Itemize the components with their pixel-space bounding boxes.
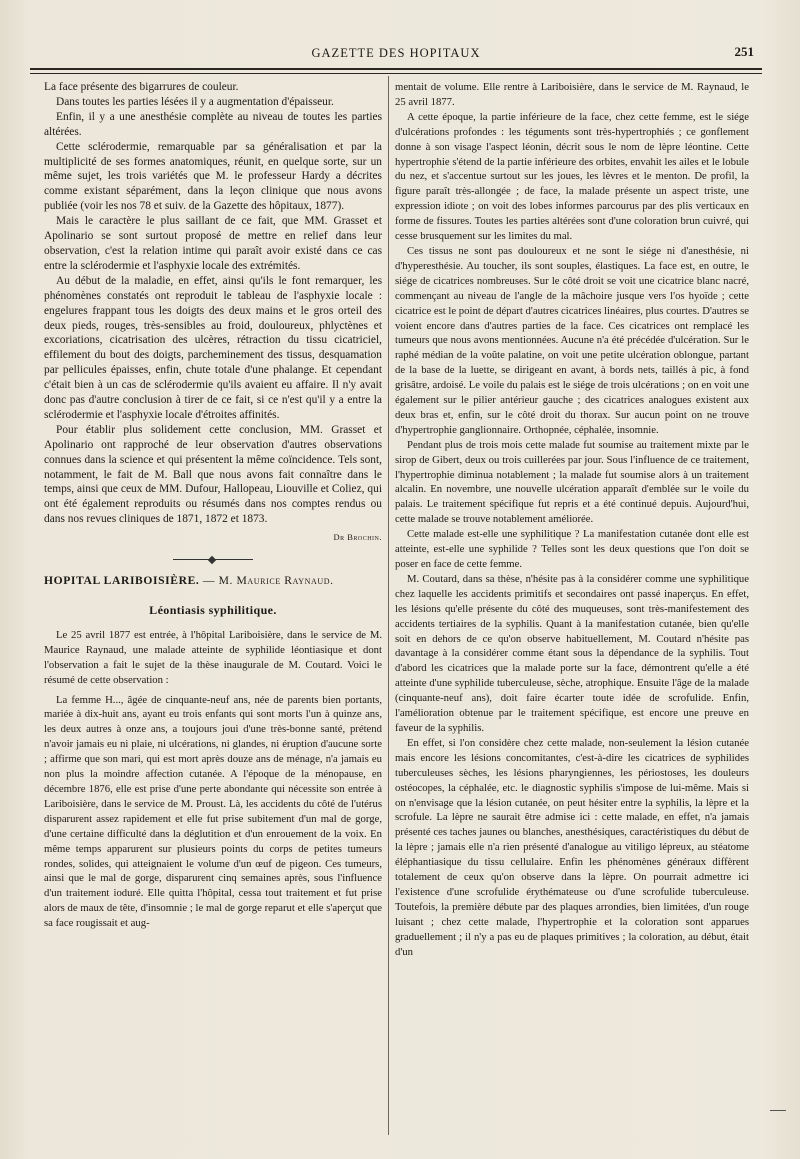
- article-subheading: Léontiasis syphilitique.: [149, 603, 277, 617]
- paragraph: La femme H..., âgée de cinquante-neuf ans, née de parents bien portants, mariée à dix-huit ans, ayant eu trois enfants qui sont morts l'un à quinze ans, les deux autres à onze ans, a toujours joui d'une très-bonne santé, prétend n'avoir jamais eu ni plaie, ni ulcérations, ni glandes, ni éruption d'aucune sorte ; affirme que son mari, qui est mort après douze ans de ménage, n'a jamais eu non plus la moindre affection cutanée. A l'époque de la ménopause, en décembre 1876, elle est prise d'une perte abondante qui nécessite son entrée à Lariboisière, dans le service de M. Proust. Là, les accidents du côté de l'utérus disparurent assez rapidement et elle fut prise subitement d'un mal de gorge, d'une certaine difficulté dans la déglutition et d'un enrouement de la voix. En même temps apparurent sur plusieurs points du corps de petites tumeurs rondes, solides, qui atteignaient le volume d'un œuf de pigeon. Ces tumeurs, ainsi que le mal de gorge, disparurent cinq semaines après, sous l'influence d'un traitement ioduré. Elle quitta l'hôpital, cessa tout traitement et fut prise alors de maux de tête, d'insomnie ; le mal de gorge reparut et elle s'aperçut que sa face rougissait et aug-: [44, 693, 382, 930]
- margin-mark: [770, 1110, 786, 1111]
- paragraph: Cette malade est-elle une syphilitique ? La manifestation cutanée dont elle est atteinte, est-elle une syphilide ? Telles sont les deux questions que l'on doit se poser en face de cette femme.: [395, 528, 749, 570]
- paragraph: M. Coutard, dans sa thèse, n'hésite pas à la considérer comme une syphilitique chez laquelle les accidents primitifs et secondaires ont passé inaperçus. En effet, les lésions qu'elle présente du côté des muqueuses, sont très-manifestement des accidents tertiaires de la syphilis. Quant à la manifestation cutanée, bien qu'elle soit en dehors de ce qu'on observe habituellement, M. Coutard n'hésite pas davantage à la considérer comme étant sous la dépendance de la syphilis. Tout d'abord les cicatrices que la malade porte sur la face, démontrent qu'elle a été atteinte d'une syphilide tuberculeuse, sèche, atrophique. Ensuite l'âge de la malade (cinquante-neuf ans), doit faire écarter toute idée de scrofulide. Enfin, l'amélioration obtenue par le traitement spécifique, est encore une preuve en faveur de la syphilis.: [395, 572, 749, 734]
- section-heading: [44, 574, 382, 589]
- paragraph: Pendant plus de trois mois cette malade fut soumise au traitement mixte par le sirop de Gibert, deux ou trois cuillerées par jour. Sous l'influence de ce traitement, l'hypertrophie diminua notablement ; la malade fut soumise alors à un traitement alcalin. En novembre, une nouvelle ulcération apparaît d'emblée sur le voile du palais. Le traitement spécifique fut repris et a été continué depuis. Aujourd'hui, cette malade se trouve notablement améliorée.: [395, 438, 749, 526]
- running-title: GAZETTE DES HOPITAUX: [311, 46, 481, 60]
- paragraph: mentait de volume. Elle rentre à Lariboisière, dans le service de M. Raynaud, le 25 avril 1877.: [395, 81, 749, 108]
- page-number: 251: [734, 44, 754, 59]
- paragraph: La face présente des bigarrures de couleur.: [44, 81, 239, 93]
- paragraph: Dans toutes les parties lésées il y a augmentation d'épaisseur.: [56, 95, 334, 108]
- paragraph: Pour établir plus solidement cette conclusion, MM. Grasset et Apolinario ont rapproché de leur observation d'autres observations connues dans la science et qui présentent la même coïncidence. Tels sont, notamment, le fait de M. Ball que nous avons fait connaître dans le temps, ainsi que ceux de MM. Dufour, Hallopeau, Liouville et Coliez, qui ont été également reproduits ou résumés dans nos comptes rendus ou dans nos revues cliniques de 1871, 1872 et 1873.: [44, 423, 382, 526]
- paragraph: Enfin, il y a une anesthésie complète au niveau de toutes les parties altérées.: [44, 110, 382, 138]
- paragraph: En effet, si l'on considère chez cette malade, non-seulement la lésion cutanée mais encore les lésions concomitantes, c'est-à-dire les cicatrices de syphilides tuberculeuses sèches, les lésions pharyngiennes, les périostoses, les douleurs ostéocopes, la céphalée, etc. le diagnostic syphilis s'impose de lui-même. Mais si on n'envisage que la lésion cutanée, on peut hésiter entre la syphilis, la lèpre et la scrofule. La lèpre ne saurait être admise ici : cette malade, en effet, n'a jamais présenté ces taches jaunes ou blanches, anesthésiques, caractéristiques du début de la lèpre ; jamais elle n'a rien présenté d'analogue au vitiligo lépreux, au stéatome éléphantiasique du tissu cellulaire. Enfin les phénomènes généraux diffèrent totalement de ceux qu'on observe dans la lèpre. On pourrait admettre ici l'existence d'une scrofulide érythémateuse ou d'une scrofulide tuberculeuse. Toutefois, la première débute par des plaques arrondies, bien limitées, d'un rouge luisant ; chez cette malade, l'hypertrophie et la coloration sont apparues graduellement ; il n'y a pas eu de plaques primitives ; la coloration, au début, était d'un: [395, 736, 749, 958]
- header-rule: [30, 68, 762, 74]
- page-header: [30, 38, 762, 68]
- hospital-name: HOPITAL LARIBOISIÈRE.: [44, 574, 200, 588]
- author-signature: Dr Brochin.: [333, 532, 382, 543]
- paragraph: Au début de la maladie, en effet, ainsi qu'ils le font remarquer, les phénomènes constatés ont reproduit le tableau de l'asphyxie locale : engelures frappant tous les doigts des deux mains et le gros orteil des deux pieds, rouges, très-sensibles au froid, douloureux, phlyctènes et excoriations, cicatrisation des ulcères, rétraction du tissu cicatriciel, effilement du bout des doigts, parcheminement des tissus, desquamation par pellicules épaisses, enfin, chute totale d'une phalange. Et cependant c'était bien à un cas de sclérodermie qu'ils avaient eu affaire. Il n'y avait donc pas d'autre conclusion à tirer de ce fait, si ce n'est qu'il y a entre la sclérodermie et l'asphyxie locale d'étroites affinités.: [44, 274, 382, 421]
- paragraph: Le 25 avril 1877 est entrée, à l'hôpital Lariboisière, dans le service de M. Maurice Raynaud, une malade atteinte de syphilide léontiasique et dont l'observation a fait le sujet de la thèse inaugurale de M. Coutard. Voici le résumé de cette observation :: [44, 628, 382, 686]
- column-divider: [388, 76, 389, 1135]
- paragraph: A cette époque, la partie inférieure de la face, chez cette femme, est le siége d'ulcérations profondes : les téguments sont très-hypertrophiés ; ce gonflement donne à son visage l'aspect léonin, décrit sous le nom de lèpre léontine. Cette hypertrophie s'étend de la partie inférieure des orbites, envahit les ailes et le lobule du nez, et s'accentue surtout sur les joues, les lèvres et le menton. De profil, la figure paraît très-allongée ; de face, la malade présente un aspect triste, une expression idiote ; on voit des lobes informes parcourus par des plis verticaux en forme de fissures. Toutes les parties altérées sont d'une coloration brun cuivré, qui cesse brusquement sur les limites du mal.: [395, 110, 749, 243]
- section-separator: [173, 559, 253, 560]
- doctor-name: — M. Maurice Raynaud.: [202, 574, 334, 588]
- left-column: [44, 80, 382, 931]
- paragraph: Ces tissus ne sont pas douloureux et ne sont le siége ni d'anesthésie, ni d'hyperesthésie. Au toucher, ils sont souples, élastiques. La face est, en outre, le siége de cicatrices nombreuses. Sur le côté droit se voit une cicatrice blanc nacré, commençant au niveau de l'angle de la mâchoire jusque vers l'os hyoïde ; cette cicatrice est le point de départ d'autres cicatrices linéaires, plus courtes. D'autres se voient encore dans d'autres parties de la face. Ces cicatrices ont remplacé les tumeurs que nous avons mentionnées. Aucune n'a été précédée d'ulcération. Sur le raphé médian de la voûte palatine, on voit une petite ulcération oblongue, partant de la base de la luette, se dirigeant en avant, à bords nets, taillés à pic, à fond grisâtre, ardoisé. Le voile du palais est le siége de trois ulcérations ; on en voit une également sur le pilier antérieur gauche ; des cicatrices analogues existent aux deux bras et, enfin, sur le côté droit du thorax. Sur aucun point on ne trouve d'hypertrophie ganglionnaire. Orthopnée, céphalée, insomnie.: [395, 244, 750, 436]
- paragraph: Cette sclérodermie, remarquable par sa généralisation et par la multiplicité de ses formes anatomiques, réunit, en quelque sorte, sur un même sujet, les trois variétés que M. le professeur Hardy a décrites comme existant séparément, dans la leçon clinique que nous avons publiée (voir les nos 78 et suiv. de la Gazette des hôpitaux, 1877).: [44, 140, 382, 213]
- right-column: [395, 80, 749, 959]
- paragraph: Mais le caractère le plus saillant de ce fait, que MM. Grasset et Apolinario se sont surtout proposé de mettre en relief dans leur observation, c'est la relation intime qui paraît avoir existé dans ce cas entre la sclérodermie et l'asphyxie locale des extrémités.: [44, 215, 382, 272]
